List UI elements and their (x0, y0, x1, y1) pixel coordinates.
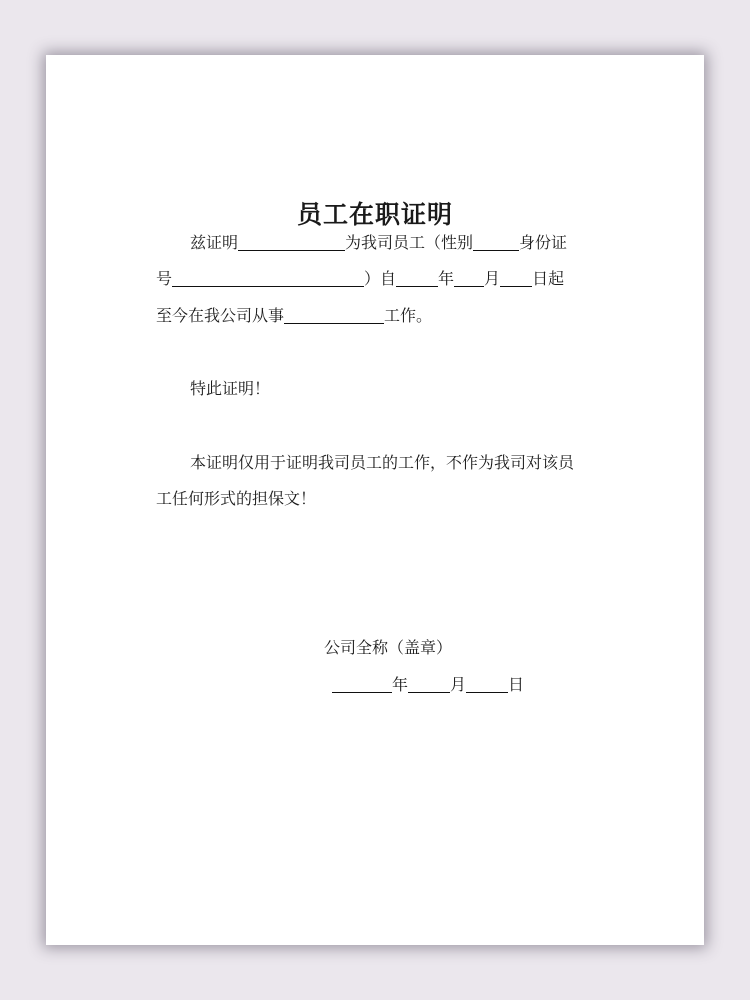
start-month-blank (454, 270, 484, 287)
disclaimer-text: 本证明仅用于证明我司员工的工作，不作为我司对该员 (190, 453, 575, 472)
text: 兹证明 (190, 233, 239, 252)
document-title: 员工在职证明 (296, 200, 453, 229)
text: 至今在我公司从事 (156, 306, 285, 325)
text: 身份证 (519, 233, 568, 252)
para2-line (190, 379, 270, 399)
sign-day-blank (466, 676, 508, 693)
sign-month-blank (408, 676, 450, 693)
disclaimer-text: 工任何形式的担保文！ (156, 489, 317, 508)
company-name-seal (324, 638, 452, 658)
text: 日 (508, 675, 525, 694)
text: ）自 (364, 269, 397, 288)
para3-line1 (190, 453, 574, 473)
name-blank (238, 234, 345, 251)
signature-date (332, 675, 524, 695)
text: 月 (484, 269, 501, 288)
sign-year-blank (332, 676, 392, 693)
para1-line3 (156, 306, 432, 326)
start-day-blank (500, 270, 532, 287)
text: 号 (156, 269, 173, 288)
document-page (46, 55, 704, 945)
para3-line2 (156, 489, 316, 509)
position-blank (284, 307, 384, 324)
text: 年 (438, 269, 455, 288)
text: 月 (450, 675, 467, 694)
company-name-label: 公司全称（盖章） (324, 638, 453, 657)
hereby-certify-text: 特此证明！ (190, 379, 271, 398)
text: 日起 (532, 269, 565, 288)
id-number-blank (172, 270, 364, 287)
gender-blank (473, 234, 519, 251)
text: 年 (392, 675, 409, 694)
text: 为我司员工（性别 (345, 233, 474, 252)
text: 工作。 (384, 306, 433, 325)
start-year-blank (396, 270, 438, 287)
para1-line2 (156, 269, 564, 289)
para1-line1 (190, 233, 567, 253)
